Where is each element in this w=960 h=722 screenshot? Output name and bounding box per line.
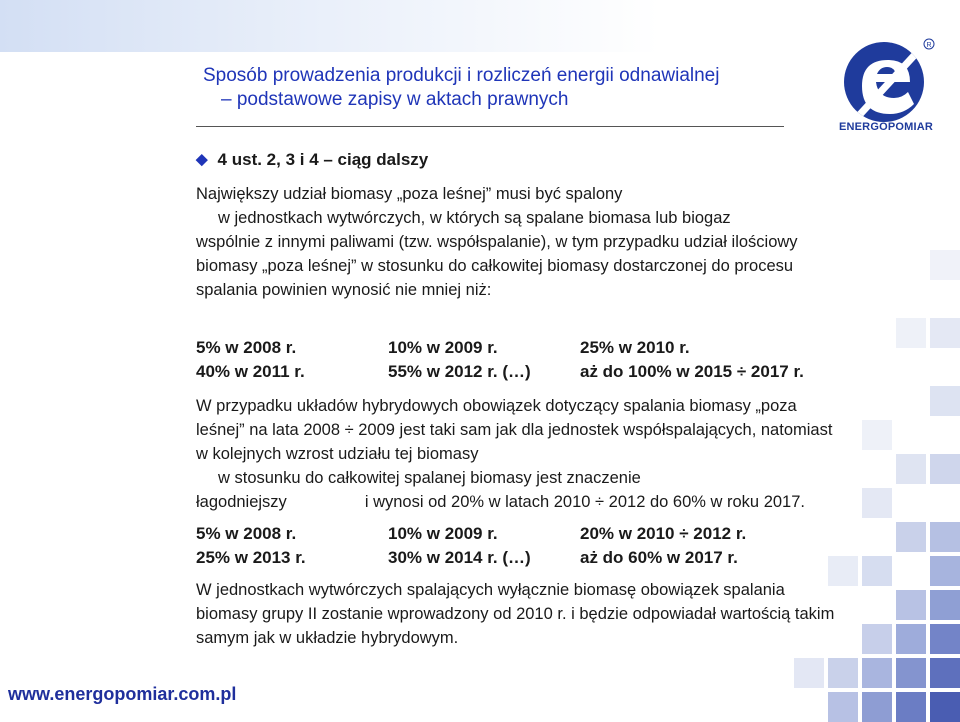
table1-row-2: [196, 360, 846, 384]
paragraph-1-line-2: w jednostkach wytwórczych, w których są spalane biomasa lub biogaz: [218, 209, 731, 227]
title-line-2: – podstawowe zapisy w aktach prawnych: [221, 89, 569, 110]
slide-title: [203, 64, 793, 112]
table2-cell: 5% w 2008 r.: [196, 524, 297, 543]
paragraph-2-part-3a: łagodniejszy: [196, 493, 287, 511]
table1-cell: 25% w 2010 r.: [580, 338, 690, 357]
table1-cell: aż do 100% w 2015 ÷ 2017 r.: [580, 362, 804, 381]
table2-cell: 10% w 2009 r.: [388, 524, 498, 543]
slide-content: [196, 148, 846, 650]
paragraph-2: [196, 394, 846, 514]
registered-mark: R: [926, 42, 932, 49]
table2-cell: aż do 60% w 2017 r.: [580, 548, 738, 567]
paragraph-2-part-1: W przypadku układów hybrydowych obowiązek dotyczący spalania biomasy „poza leśnej” na lata 2008 ÷ 2009 jest taki sam jak dla jednostek współspalających, natomiast w kolejnych wzrost udziału tej biomasy: [196, 397, 833, 463]
table2-row-2: [196, 546, 846, 570]
table1-cell: 5% w 2008 r.: [196, 338, 297, 357]
section-heading: [196, 148, 846, 172]
title-divider: [196, 126, 784, 127]
paragraph-1-line-1: Największy udział biomasy „poza leśnej” musi być spalony: [196, 185, 623, 203]
paragraph-1-rest: wspólnie z innymi paliwami (tzw. współspalanie), w tym przypadku udział ilościowy biomasy „poza leśnej” w stosunku do całkowitej biomasy dostarczonej do procesu spalania powinien wynosić nie mniej niż:: [196, 233, 798, 299]
table1-row-1: [196, 336, 846, 360]
diamond-bullet-icon: ◆: [196, 151, 208, 168]
paragraph-2-part-2: w stosunku do całkowitej spalanej biomasy jest znaczenie: [218, 469, 641, 487]
logo-brand-text: ENERGOPOMIAR: [838, 121, 934, 133]
title-line-1: Sposób prowadzenia produkcji i rozliczeń energii odnawialnej: [203, 65, 720, 86]
table2-cell: 25% w 2013 r.: [196, 548, 306, 567]
table1-cell: 55% w 2012 r. (…): [388, 362, 531, 381]
paragraph-3: W jednostkach wytwórczych spalających wyłącznie biomasę obowiązek spalania biomasy grupy II zostanie wprowadzony od 2010 r. i będzie odpowiadał wartością takim samym jak w układzie hybrydowym.: [196, 581, 835, 647]
footer-website-link[interactable]: www.energopomiar.com.pl: [8, 684, 237, 704]
table2-cell: 20% w 2010 ÷ 2012 r.: [580, 524, 747, 543]
table1-cell: 10% w 2009 r.: [388, 338, 498, 357]
top-decorative-band: [0, 0, 660, 52]
paragraph-1: [196, 182, 846, 302]
section-heading-text: 4 ust. 2, 3 i 4 – ciąg dalszy: [217, 150, 429, 169]
table2-row-1: [196, 522, 846, 546]
table1-cell: 40% w 2011 r.: [196, 362, 305, 381]
paragraph-2-part-3b: i wynosi od 20% w latach 2010 ÷ 2012 do 60% w roku 2017.: [364, 493, 805, 511]
table2-cell: 30% w 2014 r. (…): [388, 548, 531, 567]
